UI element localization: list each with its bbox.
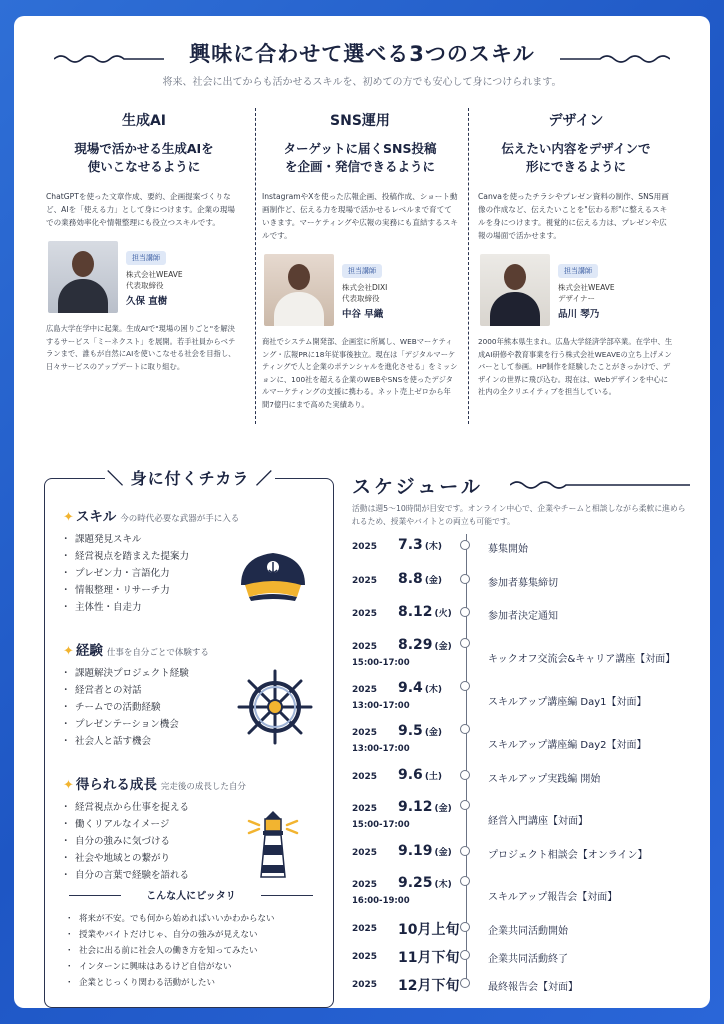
section-title: 得られる成長 [75,777,157,793]
skill-column-design [476,104,676,440]
schedule-row [352,762,702,794]
row-time: 16:00-19:00 [352,896,410,906]
lecturer [476,254,676,326]
skill-subtitle-line: 現場で活かせる生成AIを [74,141,214,156]
skill-title: 生成AI [121,113,167,129]
section-note: 今の時代必要な武器が手に入る [120,514,240,524]
power-title: ＼ 身に付くチカラ ／ [105,466,275,489]
row-year: 2025 [352,924,378,934]
row-year: 2025 [352,952,378,962]
list-item: ・ インターンに興味はあるけど自信がない [67,959,275,975]
row-date [398,947,461,967]
lecturer-badge: 担当講師 [342,264,382,278]
row-weekday: (金) [424,576,443,586]
schedule-note: 活動は週5〜10時間が目安です。オンライン中心で、企業やチームと相談しながら柔軟に進められるため、授業やバイトとの両立も可能です。 [352,504,686,526]
schedule-title: スケジュール [352,476,483,498]
row-year: 2025 [352,980,378,990]
skill-description: ChatGPTを使った文章作成、要約、企画提案づくりなど、AIを「使える力」として身につけます。企業の現場での業務効率化や情報整理にも役立つスキルです。 [46,192,235,227]
power-box [44,469,334,1008]
schedule-row [352,632,702,668]
timeline-dot [460,681,470,691]
row-year: 2025 [352,728,378,738]
row-month-day: 9.5 [398,723,423,739]
lecturer-name: 中谷 早織 [342,309,384,320]
list-item: ・ 将来が不安。でも何から始めればいいかわからない [67,911,275,927]
lecturer-bio: 商社でシステム開発部、企画室に所属し、WEBマーケティング・広報PRに18年従事後独立。現在は「デジタルマーケティングで人と企業のポテンシャルを進化させる」をミッションに、100社を超える企業のWEBやSNSを使ったデジタルマーケティングの支援に携わる。ネット売上ゼロから年間7億円にまで高めた実績あり。 [262,337,458,409]
schedule-row [352,566,702,598]
timeline-dot [460,800,470,810]
divider [255,108,256,424]
row-weekday: (木) [424,542,443,552]
diamond-star-icon: ✦ [63,510,74,525]
skill-title: SNS運用 [330,113,390,129]
list-item: ・ 授業やバイトだけじゃ、自分の強みが見えない [67,927,275,943]
row-month-day: 8.29 [398,637,433,653]
row-weekday: (木) [434,880,452,890]
fit-title: こんな人にピッタリ [146,891,236,902]
row-year: 2025 [352,642,378,652]
row-month-day: 8.8 [398,571,423,587]
row-date [398,975,461,995]
row-event: 参加者募集締切 [488,578,558,589]
row-month-day: 9.4 [398,680,423,696]
row-year: 2025 [352,804,378,814]
fit-heading [63,887,319,903]
timeline-dot [460,724,470,734]
skill-subtitle-line: 伝えたい内容をデザインで [501,141,651,156]
skill-description: Canvaを使ったチラシやプレゼン資料の制作、SNS用画像の作成など、伝えたいことを"伝わる形"に整えるスキルを身につけます。視覚的に伝える力は、プレゼンや広報の場面で活かせます。 [478,192,669,240]
row-time: 13:00-17:00 [352,744,410,754]
row-year: 2025 [352,542,378,552]
lighthouse-icon [245,807,301,879]
fit-list [67,911,275,991]
schedule-row [352,675,702,711]
timeline-dot [460,876,470,886]
timeline-dot [460,540,470,550]
list-item: ・ チームでの活動経験 [63,699,323,716]
lecturer-org [558,282,615,304]
schedule-row [352,718,702,754]
row-month-day: 10月上旬 [398,922,460,938]
lecturer-role: 代表取締役 [126,281,164,290]
page-title: 興味に合わせて選べる3つのスキル [189,42,535,66]
row-month-day: 9.25 [398,875,433,891]
flyer-card [14,16,710,1008]
skill-subtitle [476,140,676,176]
list-item: ・ 社会人と話す機会 [63,733,323,750]
lecturer-name: 品川 琴乃 [558,309,600,320]
row-event: スキルアップ実践編 開始 [488,774,601,785]
section-heading [63,505,323,525]
timeline-dot [460,950,470,960]
lecturer-role: デザイナー [558,294,595,303]
row-event: 経営入門講座【対面】 [488,816,588,827]
schedule-row [352,532,702,564]
lecturer-org [126,269,183,291]
row-date [398,799,452,815]
row-month-day: 7.3 [398,537,423,553]
row-event: スキルアップ講座編 Day1【対面】 [488,697,647,708]
row-date [398,604,452,620]
schedule-row [352,838,702,870]
timeline-dot [460,770,470,780]
row-weekday: (金) [434,642,452,652]
diamond-star-icon: ✦ [63,644,74,659]
row-weekday: (土) [424,772,443,782]
lecturer-badge: 担当講師 [126,251,166,265]
schedule-row [352,794,702,830]
captain-hat-icon [235,547,311,605]
row-event: プロジェクト相談会【オンライン】 [488,850,648,861]
list-item: ・ 経営視点を踏まえた提案力 [63,548,323,565]
timeline-dot [460,574,470,584]
schedule-row [352,970,702,1002]
list-item: ・ 主体性・自走力 [63,599,323,616]
row-year: 2025 [352,685,378,695]
lecturer-company: 株式会社WEAVE [558,283,615,292]
row-date [398,919,461,939]
ship-wheel-icon [235,667,315,747]
row-date [398,637,452,653]
row-year: 2025 [352,848,378,858]
wave-icon [510,478,690,492]
list-item: ・ 自分の強みに気づける [63,833,323,850]
row-time: 13:00-17:00 [352,701,410,711]
row-weekday: (金) [434,848,452,858]
row-date [398,723,442,739]
row-month-day: 9.19 [398,843,433,859]
row-date [398,767,442,783]
diamond-star-icon: ✦ [63,778,74,793]
skill-subtitle-line: 使いこなせるように [87,159,201,174]
row-year: 2025 [352,576,378,586]
lecturer-role: 代表取締役 [342,294,380,303]
timeline-dot [460,922,470,932]
row-date [398,680,442,696]
lecturer-org [342,282,387,304]
timeline-dot [460,978,470,988]
lecturer-name: 久保 直樹 [126,296,168,307]
section-note: 仕事を自分ごとで体験する [106,648,209,658]
row-event: 募集開始 [488,544,528,555]
section-title: スキル [75,509,117,525]
row-date [398,875,452,891]
row-date [398,537,442,553]
row-event: 企業共同活動終了 [488,954,568,965]
row-event: スキルアップ報告会【対面】 [488,892,618,903]
section-title: 経験 [75,643,103,659]
list-item: ・ プレゼンテーション機会 [63,716,323,733]
section-note: 完走後の成長した自分 [160,782,246,792]
row-month-day: 9.6 [398,767,423,783]
lecturer [44,241,244,313]
divider [468,108,469,424]
row-year: 2025 [352,880,378,890]
skill-title: デザイン [548,113,604,129]
lecturer-company: 株式会社DIXI [342,283,388,292]
skill-description: InstagramやXを使った広報企画、投稿作成、ショート動画制作ど、伝える力を現場で活かせるレベルまで育てていきます。マーケティングや広報の実務にも直結するスキルです。 [262,192,458,240]
list-item: ・ 経営視点から仕事を捉える [63,799,323,816]
list-item: ・ 自分の言葉で経験を語れる [63,867,323,884]
row-year: 2025 [352,609,378,619]
lecturer-photo [480,254,550,326]
skill-subtitle-line: ターゲットに届くSNS投稿 [283,141,437,156]
row-event: 企業共同活動開始 [488,926,568,937]
lecturer-bio: 広島大学在学中に起業。生成AIで"現場の困りごと"を解決するサービス「ミーネクスト」を展開。若手社員からベテランまで、誰もが自然にAIを使いこなせる社会を目指し、日々サービスのアップデートに取り組む。 [46,324,236,371]
row-time: 15:00-17:00 [352,820,410,830]
row-weekday: (金) [424,728,443,738]
row-date [398,571,442,587]
timeline-dot [460,638,470,648]
lecturer-company: 株式会社WEAVE [126,270,183,279]
schedule-row [352,599,702,631]
row-weekday: (木) [424,685,443,695]
list-item: ・ 企業とじっくり関わる活動がしたい [67,975,275,991]
lecturer-photo [264,254,334,326]
row-month-day: 11月下旬 [398,950,460,966]
list-item: ・ 課題解決プロジェクト経験 [63,665,323,682]
skill-column-sns [260,104,460,440]
row-event: 最終報告会【対面】 [488,982,578,993]
row-weekday: (火) [434,609,452,619]
lecturer-bio: 2000年熊本県生まれ。広島大学経済学部卒業。在学中、生成AI研修や教育事業を行う株式会社WEAVEの立ち上げメンバーとして参画。HP制作を経験したことがきっかけで、デザインの世界に飛び込む。現在は、Webデザインを中心に社内の全クリエイティブを担当している。 [478,337,673,396]
skill-subtitle [260,140,460,176]
row-time: 15:00-17:00 [352,658,410,668]
row-month-day: 12月下旬 [398,978,460,994]
lecturer [260,254,460,326]
section-heading [63,773,323,793]
lecturer-badge: 担当講師 [558,264,598,278]
list-item: ・ 情報整理・リサーチ力 [63,582,323,599]
row-weekday: (金) [434,804,452,814]
skill-subtitle-line: を企画・発信できるように [284,159,435,174]
skill-subtitle [44,140,244,176]
skill-columns [44,104,684,440]
row-event: 参加者決定通知 [488,611,558,622]
schedule-row [352,870,702,906]
list-item: ・ 社会に出る前に社会人の働き方を知ってみたい [67,943,275,959]
row-event: キックオフ交流会&キャリア講座【対面】 [488,654,676,665]
section-heading [63,639,323,659]
skill-column-ai [44,104,244,440]
row-month-day: 9.12 [398,799,433,815]
list-item: ・ 課題発見スキル [63,531,323,548]
row-month-day: 8.12 [398,604,433,620]
timeline-dot [460,846,470,856]
list-item: ・ 経営者との対話 [63,682,323,699]
skill-subtitle-line: 形にできるように [525,159,626,174]
list-item: ・ プレゼン力・言語化力 [63,565,323,582]
divider [261,895,313,896]
row-event: スキルアップ講座編 Day2【対面】 [488,740,647,751]
row-date [398,843,452,859]
list-item: ・ 働くリアルなイメージ [63,816,323,833]
lecturer-photo [48,241,118,313]
page-subtitle: 将来、社会に出てからも活かせるスキルを、初めての方でも安心して身につけられます。 [162,77,562,88]
list-item: ・ 社会や地域との繋がり [63,850,323,867]
row-year: 2025 [352,772,378,782]
timeline-dot [460,607,470,617]
